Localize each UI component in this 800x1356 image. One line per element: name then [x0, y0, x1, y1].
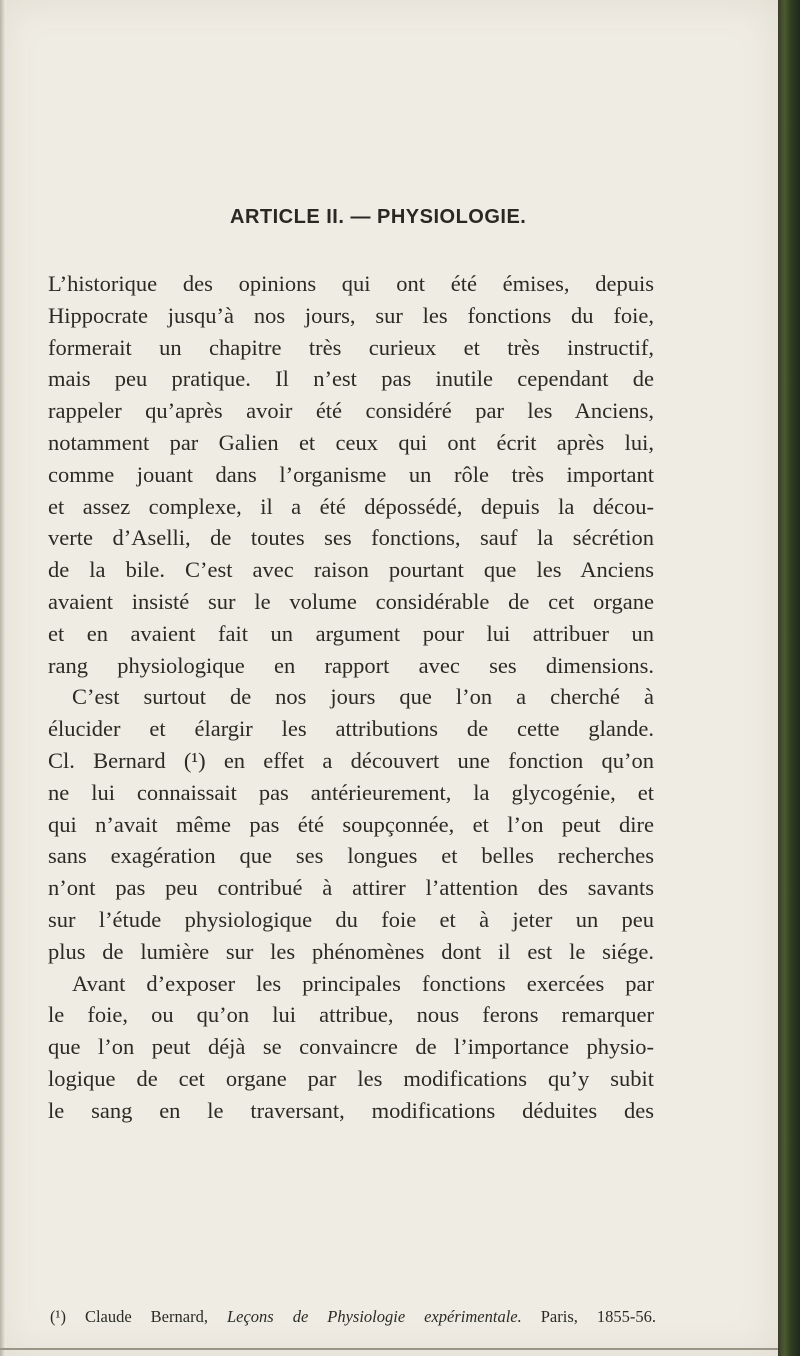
- text-line: le foie, ou qu’on lui attribue, nous ferons remarquer: [48, 1002, 654, 1028]
- footnote-author: Claude Bernard,: [84, 1307, 208, 1326]
- page-gutter-shadow: [0, 0, 6, 1356]
- footnote-title: Leçons de Physiologie expérimentale.: [226, 1307, 522, 1326]
- footnote: [50, 1306, 656, 1328]
- text-line: rang physiologique en rapport avec ses dimensions.: [48, 652, 654, 678]
- text-line: rappeler qu’après avoir été considéré par les Anciens,: [48, 398, 654, 424]
- text-line: C’est surtout de nos jours que l’on a cherché à: [72, 684, 654, 710]
- footnote-imprint: Paris, 1855-56.: [540, 1307, 656, 1326]
- text-line: L’historique des opinions qui ont été émises, depuis: [48, 271, 654, 296]
- text-line: verte d’Aselli, de toutes ses fonctions, sauf la sécrétion: [48, 525, 654, 551]
- text-line: logique de cet organe par les modifications qu’y subit: [48, 1065, 654, 1091]
- text-line: sans exagération que ses longues et belles recherches: [48, 843, 654, 869]
- text-line: comme jouant dans l’organisme un rôle très important: [48, 461, 654, 487]
- text-line: qui n’avait même pas été soupçonnée, et l’on peut dire: [48, 811, 654, 837]
- text-line: formerait un chapitre très curieux et très instructif,: [48, 334, 654, 360]
- text-line: et en avaient fait un argument pour lui attribuer un: [48, 620, 654, 646]
- text-line: Avant d’exposer les principales fonctions exercées par: [72, 970, 654, 996]
- text-line: plus de lumière sur les phénomènes dont il est le siége.: [48, 938, 654, 964]
- text-line: le sang en le traversant, modifications déduites des: [48, 1097, 654, 1123]
- text-line: avaient insisté sur le volume considérable de cet organe: [48, 588, 654, 614]
- text-line: mais peu pratique. Il n’est pas inutile cependant de: [48, 366, 654, 392]
- text-line: que l’on peut déjà se convaincre de l’importance physio-: [48, 1034, 654, 1060]
- text-line: ne lui connaissait pas antérieurement, la glycogénie, et: [48, 779, 654, 805]
- text-line: de la bile. C’est avec raison pourtant que les Anciens: [48, 557, 654, 583]
- text-line: élucider et élargir les attributions de cette glande.: [48, 716, 654, 742]
- footnote-marker: (¹): [50, 1307, 66, 1326]
- text-line: Hippocrate jusqu’à nos jours, sur les fonctions du foie,: [48, 302, 654, 328]
- book-spine-edge: [778, 0, 800, 1356]
- running-head: ARTICLE II. — PHYSIOLOGIE.: [230, 206, 527, 228]
- body-text: [48, 268, 654, 1127]
- text-line: n’ont pas peu contribué à attirer l’attention des savants: [48, 875, 654, 901]
- text-line: et assez complexe, il a été dépossédé, depuis la décou-: [48, 493, 654, 519]
- text-line: notamment par Galien et ceux qui ont écrit après lui,: [48, 429, 654, 455]
- text-line: sur l’étude physiologique du foie et à jeter un peu: [48, 906, 654, 932]
- text-line: Cl. Bernard (¹) en effet a découvert une fonction qu’on: [48, 747, 654, 773]
- page-bottom-edge: [0, 1348, 778, 1350]
